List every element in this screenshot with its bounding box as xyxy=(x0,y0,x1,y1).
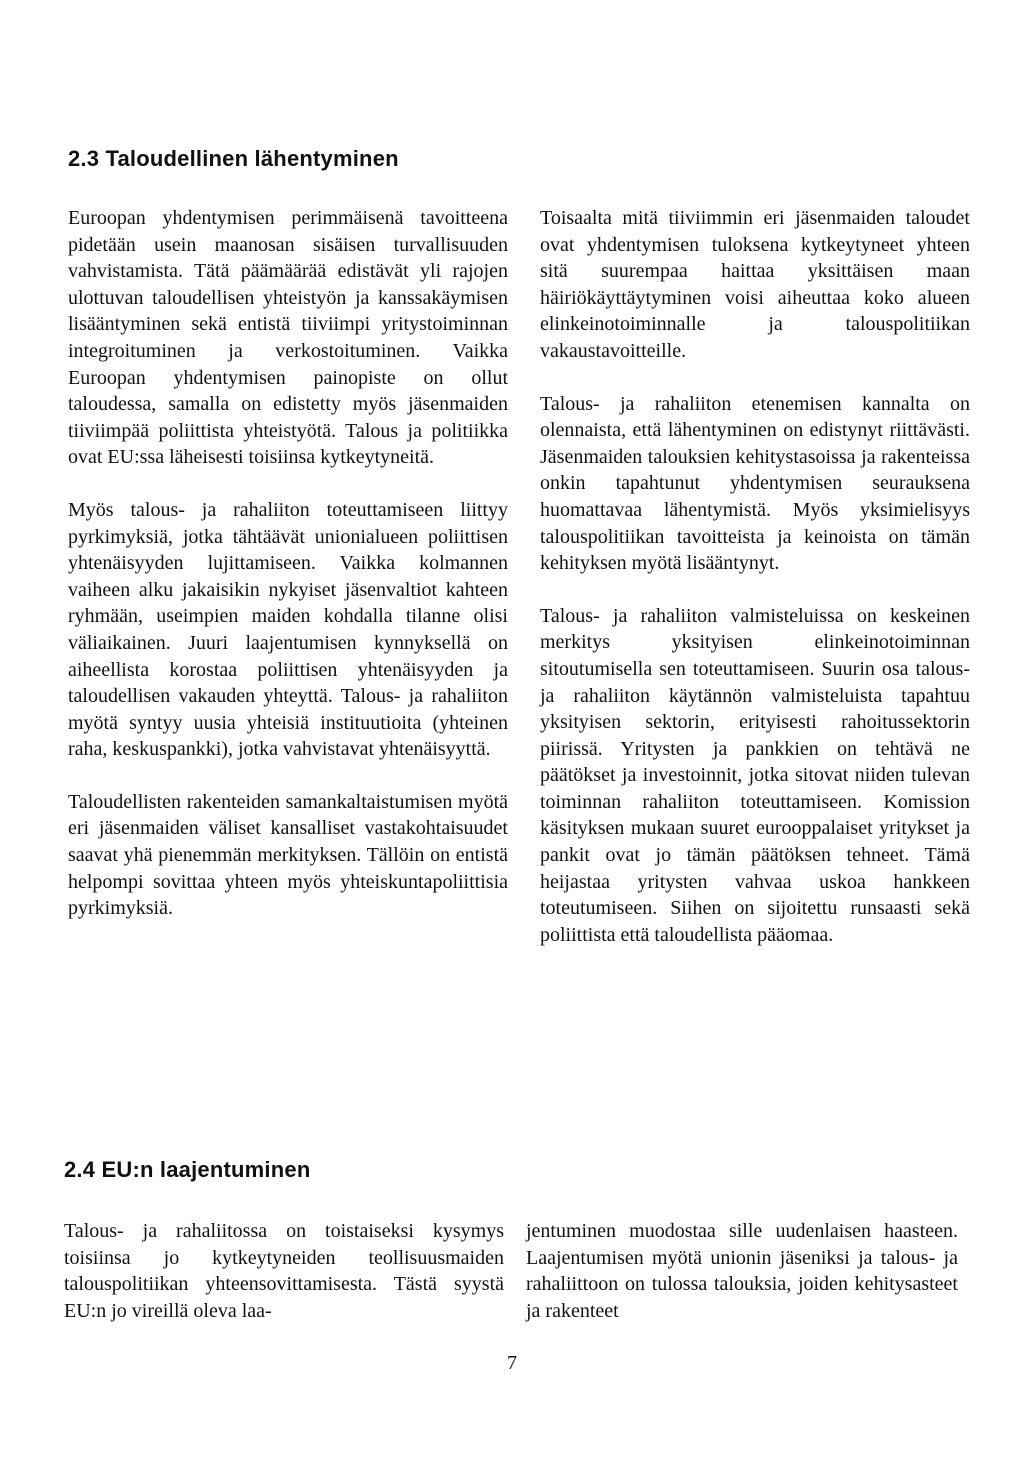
paragraph: Taloudellisten rakenteiden samankaltaistumisen myötä eri jäsenmaiden väliset kansalliset vastakohtaisuudet saavat yhä pienemmän merkityksen. Tällöin on entistä helpompi sovittaa yhteen myös yhteiskuntapoliittisia pyrkimyksiä. xyxy=(68,790,508,920)
paragraph: Talous- ja rahaliiton valmisteluissa on keskeinen merkitys yksityisen elinkeinotoiminnan sitoutumisella sen toteuttamiseen. Suurin osa talous- ja rahaliiton käytännön valmisteluista tapahtuu yksityisen sektorin, erityisesti rahoitussektorin piirissä. Yritysten ja pankkien on tehtävä ne päätökset ja investoinnit, jotka sitovat niiden tulevan toiminnan rahaliiton toteuttamiseen. Komission käsityksen mukaan suuret eurooppalaiset yritykset ja pankit ovat jo tämän päätöksen tehneet. Tämä heijastaa yritysten vahvaa uskoa hankkeen toteutumiseen. Siihen on sijoitettu runsaasti sekä poliittista että taloudellista pääomaa. xyxy=(540,604,970,946)
paragraph: Talous- ja rahaliiton etenemisen kannalta on olennaista, että lähentyminen on edistynyt riittävästi. Jäsenmaiden talouksien kehitystasoissa ja rakenteissa onkin tapahtunut yhdentymisen seurauksena huomattavaa lähentymistä. Myös yksimielisyys talouspolitiikan tavoitteista ja keinoista on tämän kehityksen myötä lisääntynyt. xyxy=(540,392,970,575)
paragraph: jentuminen muodostaa sille uudenlaisen haasteen. Laajentumisen myötä unionin jäseniksi ja talous- ja rahaliittoon on tulossa talouksia, joiden kehitysasteet ja rakenteet xyxy=(526,1220,958,1322)
section-2-4-left-column xyxy=(64,1218,504,1324)
section-2-4-right-column xyxy=(526,1218,958,1324)
paragraph: Talous- ja rahaliitossa on toistaiseksi kysymys toisiinsa jo kytkeytyneiden teollisuusmaiden talouspolitiikan yhteensovittamisesta. Tästä syystä EU:n jo vireillä oleva laa- xyxy=(64,1220,504,1322)
paragraph: Myös talous- ja rahaliiton toteuttamiseen liittyy pyrkimyksiä, jotka tähtäävät unionialueen poliittisen yhtenäisyyden lujittamiseen. Vaikka kolmannen vaiheen alku jakaisikin nykyiset jäsenvaltiot kahteen ryhmään, useimpien maiden kohdalla tilanne olisi väliaikainen. Juuri laajentumisen kynnyksellä on aiheellista korostaa poliittisen yhtenäisyyden ja taloudellisen vakauden yhteyttä. Talous- ja rahaliiton myötä syntyy uusia yhteisiä instituutioita (yhteinen raha, keskuspankki), jotka vahvistavat yhtenäisyyttä. xyxy=(68,498,508,761)
page-number: 7 xyxy=(507,1352,517,1374)
section-2-3-left-column xyxy=(68,205,508,922)
paragraph: Euroopan yhdentymisen perimmäisenä tavoitteena pidetään usein maanosan sisäisen turvallisuuden vahvistamista. Tätä päämäärää edistävät yli rajojen ulottuvan taloudellisen yhteistyön ja kanssakäymisen lisääntyminen sekä entistä tiiviimpi yritystoiminnan integroituminen ja verkostoituminen. Vaikka Euroopan yhdentymisen painopiste on ollut taloudessa, samalla on edistetty myös jäsenmaiden tiiviimpää poliittista yhteistyötä. Talous ja politiikka ovat EU:ssa läheisesti toisiinsa kytkeytyneitä. xyxy=(68,207,508,469)
section-heading-2-3: 2.3 Taloudellinen lähentyminen xyxy=(68,146,399,171)
section-heading-2-4: 2.4 EU:n laajentuminen xyxy=(64,1157,311,1182)
paragraph: Toisaalta mitä tiiviimmin eri jäsenmaiden taloudet ovat yhdentymisen tuloksena kytkeytyneet yhteen sitä suurempaa haittaa yksittäisen maan häiriökäyttäytyminen voisi aiheuttaa koko alueen elinkeinotoiminnalle ja talouspolitiikan vakaustavoitteille. xyxy=(540,207,970,362)
section-2-3-right-column xyxy=(540,205,970,948)
